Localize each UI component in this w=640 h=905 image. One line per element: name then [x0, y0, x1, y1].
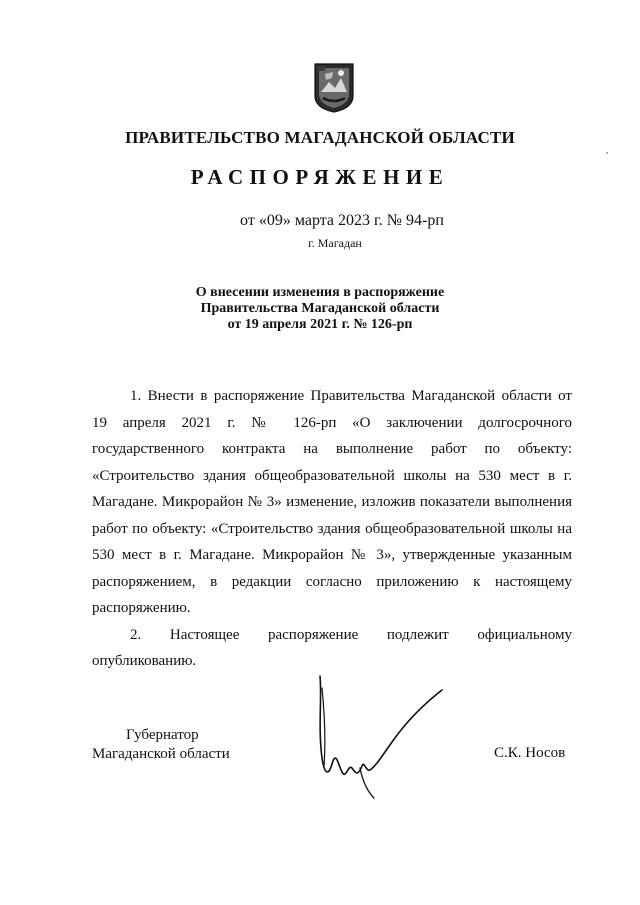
signatory-position-line-2: Магаданской области: [92, 746, 230, 762]
margin-dot: [606, 152, 608, 154]
document-subject: [0, 285, 640, 333]
government-title: ПРАВИТЕЛЬСТВО МАГАДАНСКОЙ ОБЛАСТИ: [125, 128, 515, 147]
document-number-date: от «09» марта 2023 г. № 94-рп: [240, 212, 444, 229]
document-city: г. Магадан: [308, 236, 362, 250]
subject-line-2: Правительства Магаданской области: [200, 301, 440, 316]
signatory-position: [92, 726, 230, 764]
document-body: [92, 383, 572, 675]
coat-of-arms-icon: [313, 62, 355, 114]
signatory-position-line-1: Губернатор: [126, 727, 199, 743]
body-paragraph-1: 1. Внести в распоряжение Правительства Магаданской области от 19 апреля 2021 г. № 126-рп «О заключении долгосрочного государственного контракта на выполнение работ по объекту: «Строительство здания общеобразовательной школы на 530 мест в г. Магадане. Микрорайон № 3» изменение, изложив показатели выполнения работ по объекту: «Строительство здания общеобразовательной школы на 530 мест в г. Магадане. Микрорайон № 3», утвержденные указанным распоряжением, в редакции согласно приложению к настоящему распоряжению.: [92, 388, 572, 616]
body-paragraph-2: 2. Настоящее распоряжение подлежит официальному опубликованию.: [92, 626, 572, 669]
document-type-title: РАСПОРЯЖЕНИЕ: [190, 165, 450, 189]
subject-line-3: от 19 апреля 2021 г. № 126-рп: [227, 317, 413, 332]
subject-line-1: О внесении изменения в распоряжение: [195, 285, 445, 300]
handwritten-signature: [312, 668, 452, 803]
signatory-name: С.К. Носов: [494, 745, 566, 761]
